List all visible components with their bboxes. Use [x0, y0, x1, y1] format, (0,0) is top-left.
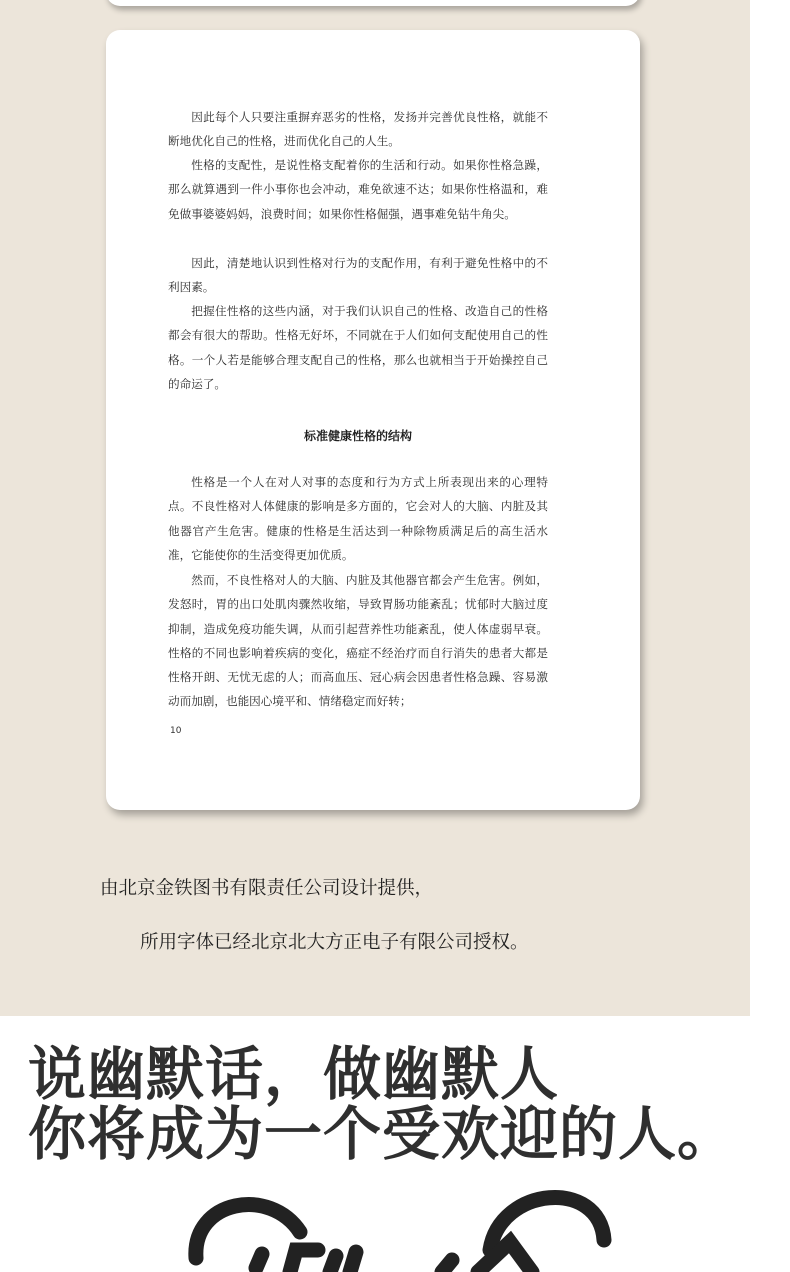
credit-line-2: 所用字体已经北京北大方正电子有限公司授权。: [140, 932, 529, 953]
paragraph-3: 因此，清楚地认识到性格对行为的支配作用，有利于避免性格中的不利因素。: [168, 256, 548, 295]
paragraph-2: 性格的支配性，是说性格支配着你的生活和行动。如果你性格急躁，那么就算遇到一件小事你也会冲动，难免欲速不达；如果你性格温和，难免做事婆婆妈妈，浪费时间；如果你性格倔强，遇事难免钻牛角尖。: [168, 158, 548, 221]
paragraph-1: 因此每个人只要注重摒弃恶劣的性格，发扬并完善优良性格，就能不断地优化自己的性格，进而优化自己的人生。: [168, 110, 548, 149]
title-art-stroke-e: [442, 1260, 452, 1272]
credit-line-1: 由北京金铁图书有限责任公司设计提供，: [100, 878, 434, 899]
page-number: 10: [170, 726, 182, 736]
paragraph-4: 把握住性格的这些内涵，对于我们认识自己的性格、改造自己的性格都会有很大的帮助。性格无好坏，不同就在于人们如何支配使用自己的性格。一个人若是能够合理支配自己的性格，那么也就相当于开始操控自己的命运了。: [168, 304, 548, 391]
previous-page-card: [106, 0, 640, 6]
section-heading: 标准健康性格的结构: [303, 429, 412, 443]
section-paragraph-1: 性格是一个人在对人对事的态度和行为方式上所表现出来的心理特点。不良性格对人体健康的影响是多方面的，它会对人的大脑、内脏及其他器官产生危害。健康的性格是生活达到一种除物质满足后的高生活水准，它能使你的生活变得更加优质。: [168, 475, 548, 562]
title-art-stroke-a: [256, 1254, 262, 1268]
headline-line-1: 说幽默话，做幽默人: [28, 1040, 560, 1108]
title-art-stroke-b: [290, 1250, 318, 1272]
title-art-left-arc: [196, 1205, 300, 1258]
title-art-stroke-d: [350, 1252, 356, 1272]
headline-line-2: 你将成为一个受欢迎的人。: [28, 1100, 737, 1168]
title-art-stroke-c: [330, 1256, 336, 1272]
decorative-title-art: [0, 1180, 790, 1272]
section-paragraph-2: 然而，不良性格对人的大脑、内脏及其他器官都会产生危害。例如，发怒时，胃的出口处肌肉骤然收缩，导致胃肠功能紊乱；忧郁时大脑过度抑制，造成免疫功能失调，从而引起营养性功能紊乱，使人体虚弱早衰。性格的不同也影响着疾病的变化，癌症不经治疗而自行消失的患者大都是性格开朗、无忧无虑的人；而高血压、冠心病会因患者性格急躁、容易激动而加剧，也能因心境平和、情绪稳定而好转；: [168, 573, 548, 709]
